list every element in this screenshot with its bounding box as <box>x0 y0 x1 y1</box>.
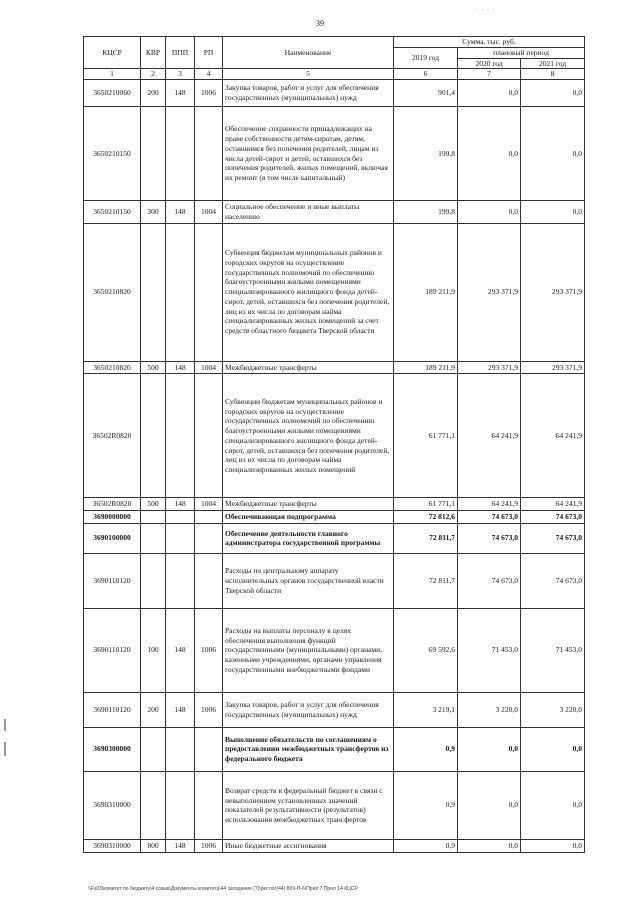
ppp-cell <box>166 771 195 839</box>
value-2020-cell: 293 371,9 <box>458 361 521 374</box>
kcsr-cell: 3690300000 <box>84 727 141 771</box>
table-row <box>84 201 585 224</box>
column-number: 2 <box>141 69 166 80</box>
ppp-cell: 148 <box>166 361 195 374</box>
kcsr-cell: 3690000000 <box>84 511 141 524</box>
column-number: 7 <box>458 69 521 80</box>
kvr-cell <box>141 771 166 839</box>
value-2019-cell: 72 811,7 <box>394 553 458 608</box>
header-2020: 2020 год <box>458 58 521 69</box>
value-2021-cell: 64 241,9 <box>521 498 585 511</box>
header-kcsr: КЦСР <box>84 37 141 69</box>
value-2019-cell: 3 219,1 <box>394 692 458 727</box>
kvr-cell: 300 <box>141 201 166 224</box>
value-2020-cell: 74 673,0 <box>458 553 521 608</box>
name-cell: Иные бюджетные ассигнования <box>223 839 394 852</box>
value-2021-cell: 0,0 <box>521 839 585 852</box>
rp-cell <box>195 223 223 361</box>
ppp-cell: 148 <box>166 498 195 511</box>
name-cell: Выполнение обязательств по соглашениям о предоставлении межбюджетных трансфертов из федерального бюджета <box>223 727 394 771</box>
ppp-cell <box>166 374 195 498</box>
kvr-cell: 500 <box>141 361 166 374</box>
value-2019-cell: 0,9 <box>394 727 458 771</box>
value-2020-cell: 74 673,0 <box>458 523 521 553</box>
value-2020-cell: 0,0 <box>458 727 521 771</box>
ppp-cell <box>166 107 195 201</box>
table-row <box>84 692 585 727</box>
rp-cell: 1004 <box>195 498 223 511</box>
ppp-cell: 148 <box>166 608 195 692</box>
rp-cell: 1006 <box>195 80 223 107</box>
kcsr-cell: 3690100000 <box>84 523 141 553</box>
kvr-cell: 200 <box>141 80 166 107</box>
header-kvr: КВР <box>141 37 166 69</box>
value-2021-cell: 74 673,0 <box>521 523 585 553</box>
table-row <box>84 553 585 608</box>
name-cell: Закупка товаров, работ и услуг для обеспечения государственных (муниципальных) нужд <box>223 80 394 107</box>
rp-cell: 1006 <box>195 608 223 692</box>
column-number: 1 <box>84 69 141 80</box>
table-row <box>84 839 585 852</box>
kvr-cell <box>141 511 166 524</box>
name-cell: Расходы на выплаты персоналу в целях обеспечения выполнения функций государственными (муниципальными) органами, казенными учреждениями, органами управления государственными внебюджетными фондами <box>223 608 394 692</box>
name-cell: Обеспечение сохранности принадлежащих на праве собственности детям-сиротам, детям, оставшимся без попечения родителей, лицам из числа детей-сирот и детей, оставшихся без попечения родителей, жилых помещений, включая их ремонт (в том числе капитальный) <box>223 107 394 201</box>
kcsr-cell: 3650210150 <box>84 201 141 224</box>
value-2020-cell: 0,0 <box>458 839 521 852</box>
value-2019-cell: 61 771,1 <box>394 498 458 511</box>
table-row <box>84 511 585 524</box>
kvr-cell <box>141 107 166 201</box>
rp-cell: 1004 <box>195 201 223 224</box>
kcsr-cell: 3650210150 <box>84 107 141 201</box>
kcsr-cell: 36502R0820 <box>84 374 141 498</box>
header-rp: РП <box>195 37 223 69</box>
rp-cell <box>195 107 223 201</box>
kvr-cell: 100 <box>141 608 166 692</box>
column-numbering-row <box>84 69 585 80</box>
value-2021-cell: 0,0 <box>521 727 585 771</box>
name-cell: Возврат средств в федеральный бюджет в связи с невыполнением установленных значений показателей результативности (результатов) использования межбюджетных трансфертов <box>223 771 394 839</box>
file-path-footer: \\Fs03\комитет по бюджету\4 созыв\Документы комитета\44 заседание (7)\рег.лог(44) 809-П-6\Прил 7 Прил 14 КЦСР <box>88 886 358 892</box>
rp-cell <box>195 374 223 498</box>
kvr-cell: 500 <box>141 498 166 511</box>
column-number: 4 <box>195 69 223 80</box>
ppp-cell <box>166 727 195 771</box>
ppp-cell <box>166 523 195 553</box>
value-2019-cell: 0,9 <box>394 839 458 852</box>
name-cell: Субвенции бюджетам муниципальных районов и городских округов на осуществление государственных полномочий по обеспечению благоустроенными жилыми помещениями специализированного жилищного фонда детей-сирот, детей, оставшихся без попечения родителей, лиц из их числа по договорам найма специализированных жилых помещений <box>223 374 394 498</box>
budget-table <box>83 36 585 853</box>
value-2019-cell: 61 771,1 <box>394 374 458 498</box>
kcsr-cell: 3690310000 <box>84 839 141 852</box>
rp-cell: 1004 <box>195 361 223 374</box>
table-row <box>84 374 585 498</box>
value-2019-cell: 72 811,7 <box>394 523 458 553</box>
value-2019-cell: 72 812,6 <box>394 511 458 524</box>
value-2021-cell: 0,0 <box>521 201 585 224</box>
value-2019-cell: 0,9 <box>394 771 458 839</box>
name-cell: Обеспечение деятельности главного администратора государственной программы <box>223 523 394 553</box>
ppp-cell: 148 <box>166 692 195 727</box>
ppp-cell: 148 <box>166 201 195 224</box>
kcsr-cell: 3650210820 <box>84 223 141 361</box>
kvr-cell <box>141 374 166 498</box>
table-row <box>84 107 585 201</box>
kcsr-cell: 3690110120 <box>84 553 141 608</box>
margin-mark <box>4 742 6 756</box>
table-row <box>84 361 585 374</box>
kcsr-cell: 3690110120 <box>84 608 141 692</box>
value-2019-cell: 199,8 <box>394 201 458 224</box>
value-2020-cell: 293 371,9 <box>458 223 521 361</box>
header-ppp: ППП <box>166 37 195 69</box>
page-number: 39 <box>316 19 324 28</box>
value-2019-cell: 901,4 <box>394 80 458 107</box>
value-2020-cell: 0,0 <box>458 201 521 224</box>
kvr-cell <box>141 727 166 771</box>
ppp-cell: 148 <box>166 839 195 852</box>
rp-cell <box>195 523 223 553</box>
value-2021-cell: 0,0 <box>521 107 585 201</box>
rp-cell <box>195 511 223 524</box>
value-2019-cell: 189 211,9 <box>394 223 458 361</box>
rp-cell: 1006 <box>195 839 223 852</box>
ppp-cell <box>166 553 195 608</box>
value-2021-cell: 293 371,9 <box>521 223 585 361</box>
header-sum: Сумма, тыс. руб. <box>394 37 585 48</box>
kvr-cell <box>141 553 166 608</box>
table-row <box>84 523 585 553</box>
column-number: 5 <box>223 69 394 80</box>
name-cell: Расходы по центральному аппарату исполнительных органов государственной власти Тверской области <box>223 553 394 608</box>
rp-cell <box>195 553 223 608</box>
ppp-cell <box>166 223 195 361</box>
rp-cell: 1006 <box>195 692 223 727</box>
value-2020-cell: 0,0 <box>458 80 521 107</box>
page-mark: . . . . <box>476 4 496 12</box>
value-2021-cell: 74 673,0 <box>521 511 585 524</box>
value-2020-cell: 74 673,0 <box>458 511 521 524</box>
value-2021-cell: 0,0 <box>521 771 585 839</box>
margin-mark <box>4 719 6 731</box>
header-2021: 2021 год <box>521 58 585 69</box>
table-row <box>84 771 585 839</box>
table-row <box>84 223 585 361</box>
value-2020-cell: 71 453,0 <box>458 608 521 692</box>
value-2020-cell: 64 241,9 <box>458 374 521 498</box>
table-row <box>84 727 585 771</box>
name-cell: Социальное обеспечение и иные выплаты населению <box>223 201 394 224</box>
value-2019-cell: 189 211,9 <box>394 361 458 374</box>
kvr-cell <box>141 223 166 361</box>
value-2021-cell: 3 220,0 <box>521 692 585 727</box>
kvr-cell <box>141 523 166 553</box>
name-cell: Межбюджетные трансферты <box>223 361 394 374</box>
table-row <box>84 80 585 107</box>
kcsr-cell: 3690110120 <box>84 692 141 727</box>
table-row <box>84 498 585 511</box>
kvr-cell: 800 <box>141 839 166 852</box>
header-2019: 2019 год <box>394 47 458 69</box>
column-number: 8 <box>521 69 585 80</box>
value-2020-cell: 0,0 <box>458 107 521 201</box>
rp-cell <box>195 771 223 839</box>
value-2021-cell: 0,0 <box>521 80 585 107</box>
value-2021-cell: 64 241,9 <box>521 374 585 498</box>
value-2021-cell: 71 453,0 <box>521 608 585 692</box>
value-2021-cell: 74 673,0 <box>521 553 585 608</box>
name-cell: Межбюджетные трансферты <box>223 498 394 511</box>
name-cell: Обеспечивающая подпрограмма <box>223 511 394 524</box>
value-2020-cell: 3 220,0 <box>458 692 521 727</box>
column-number: 3 <box>166 69 195 80</box>
value-2019-cell: 69 592,6 <box>394 608 458 692</box>
kcsr-cell: 3690310000 <box>84 771 141 839</box>
kcsr-cell: 3650210060 <box>84 80 141 107</box>
table-row <box>84 608 585 692</box>
column-number: 6 <box>394 69 458 80</box>
header-name: Наименование <box>223 37 394 69</box>
rp-cell <box>195 727 223 771</box>
kcsr-cell: 36502R0820 <box>84 498 141 511</box>
name-cell: Закупка товаров, работ и услуг для обеспечения государственных (муниципальных) нужд <box>223 692 394 727</box>
header-plan-period: плановый период <box>458 47 585 58</box>
ppp-cell <box>166 511 195 524</box>
ppp-cell: 148 <box>166 80 195 107</box>
value-2021-cell: 293 371,9 <box>521 361 585 374</box>
value-2020-cell: 64 241,9 <box>458 498 521 511</box>
kcsr-cell: 3650210820 <box>84 361 141 374</box>
kvr-cell: 200 <box>141 692 166 727</box>
value-2020-cell: 0,0 <box>458 771 521 839</box>
value-2019-cell: 199,8 <box>394 107 458 201</box>
name-cell: Субвенция бюджетам муниципальных районов и городских округов на осуществление государственных полномочий по обеспечению благоустроенными жилыми помещениями специализированного жилищного фонда детей-сирот, детей, оставшихся без попечения родителей, лиц из их числа по договорам найма специализированных жилых помещений за счет средств областного бюджета Тверской области <box>223 223 394 361</box>
